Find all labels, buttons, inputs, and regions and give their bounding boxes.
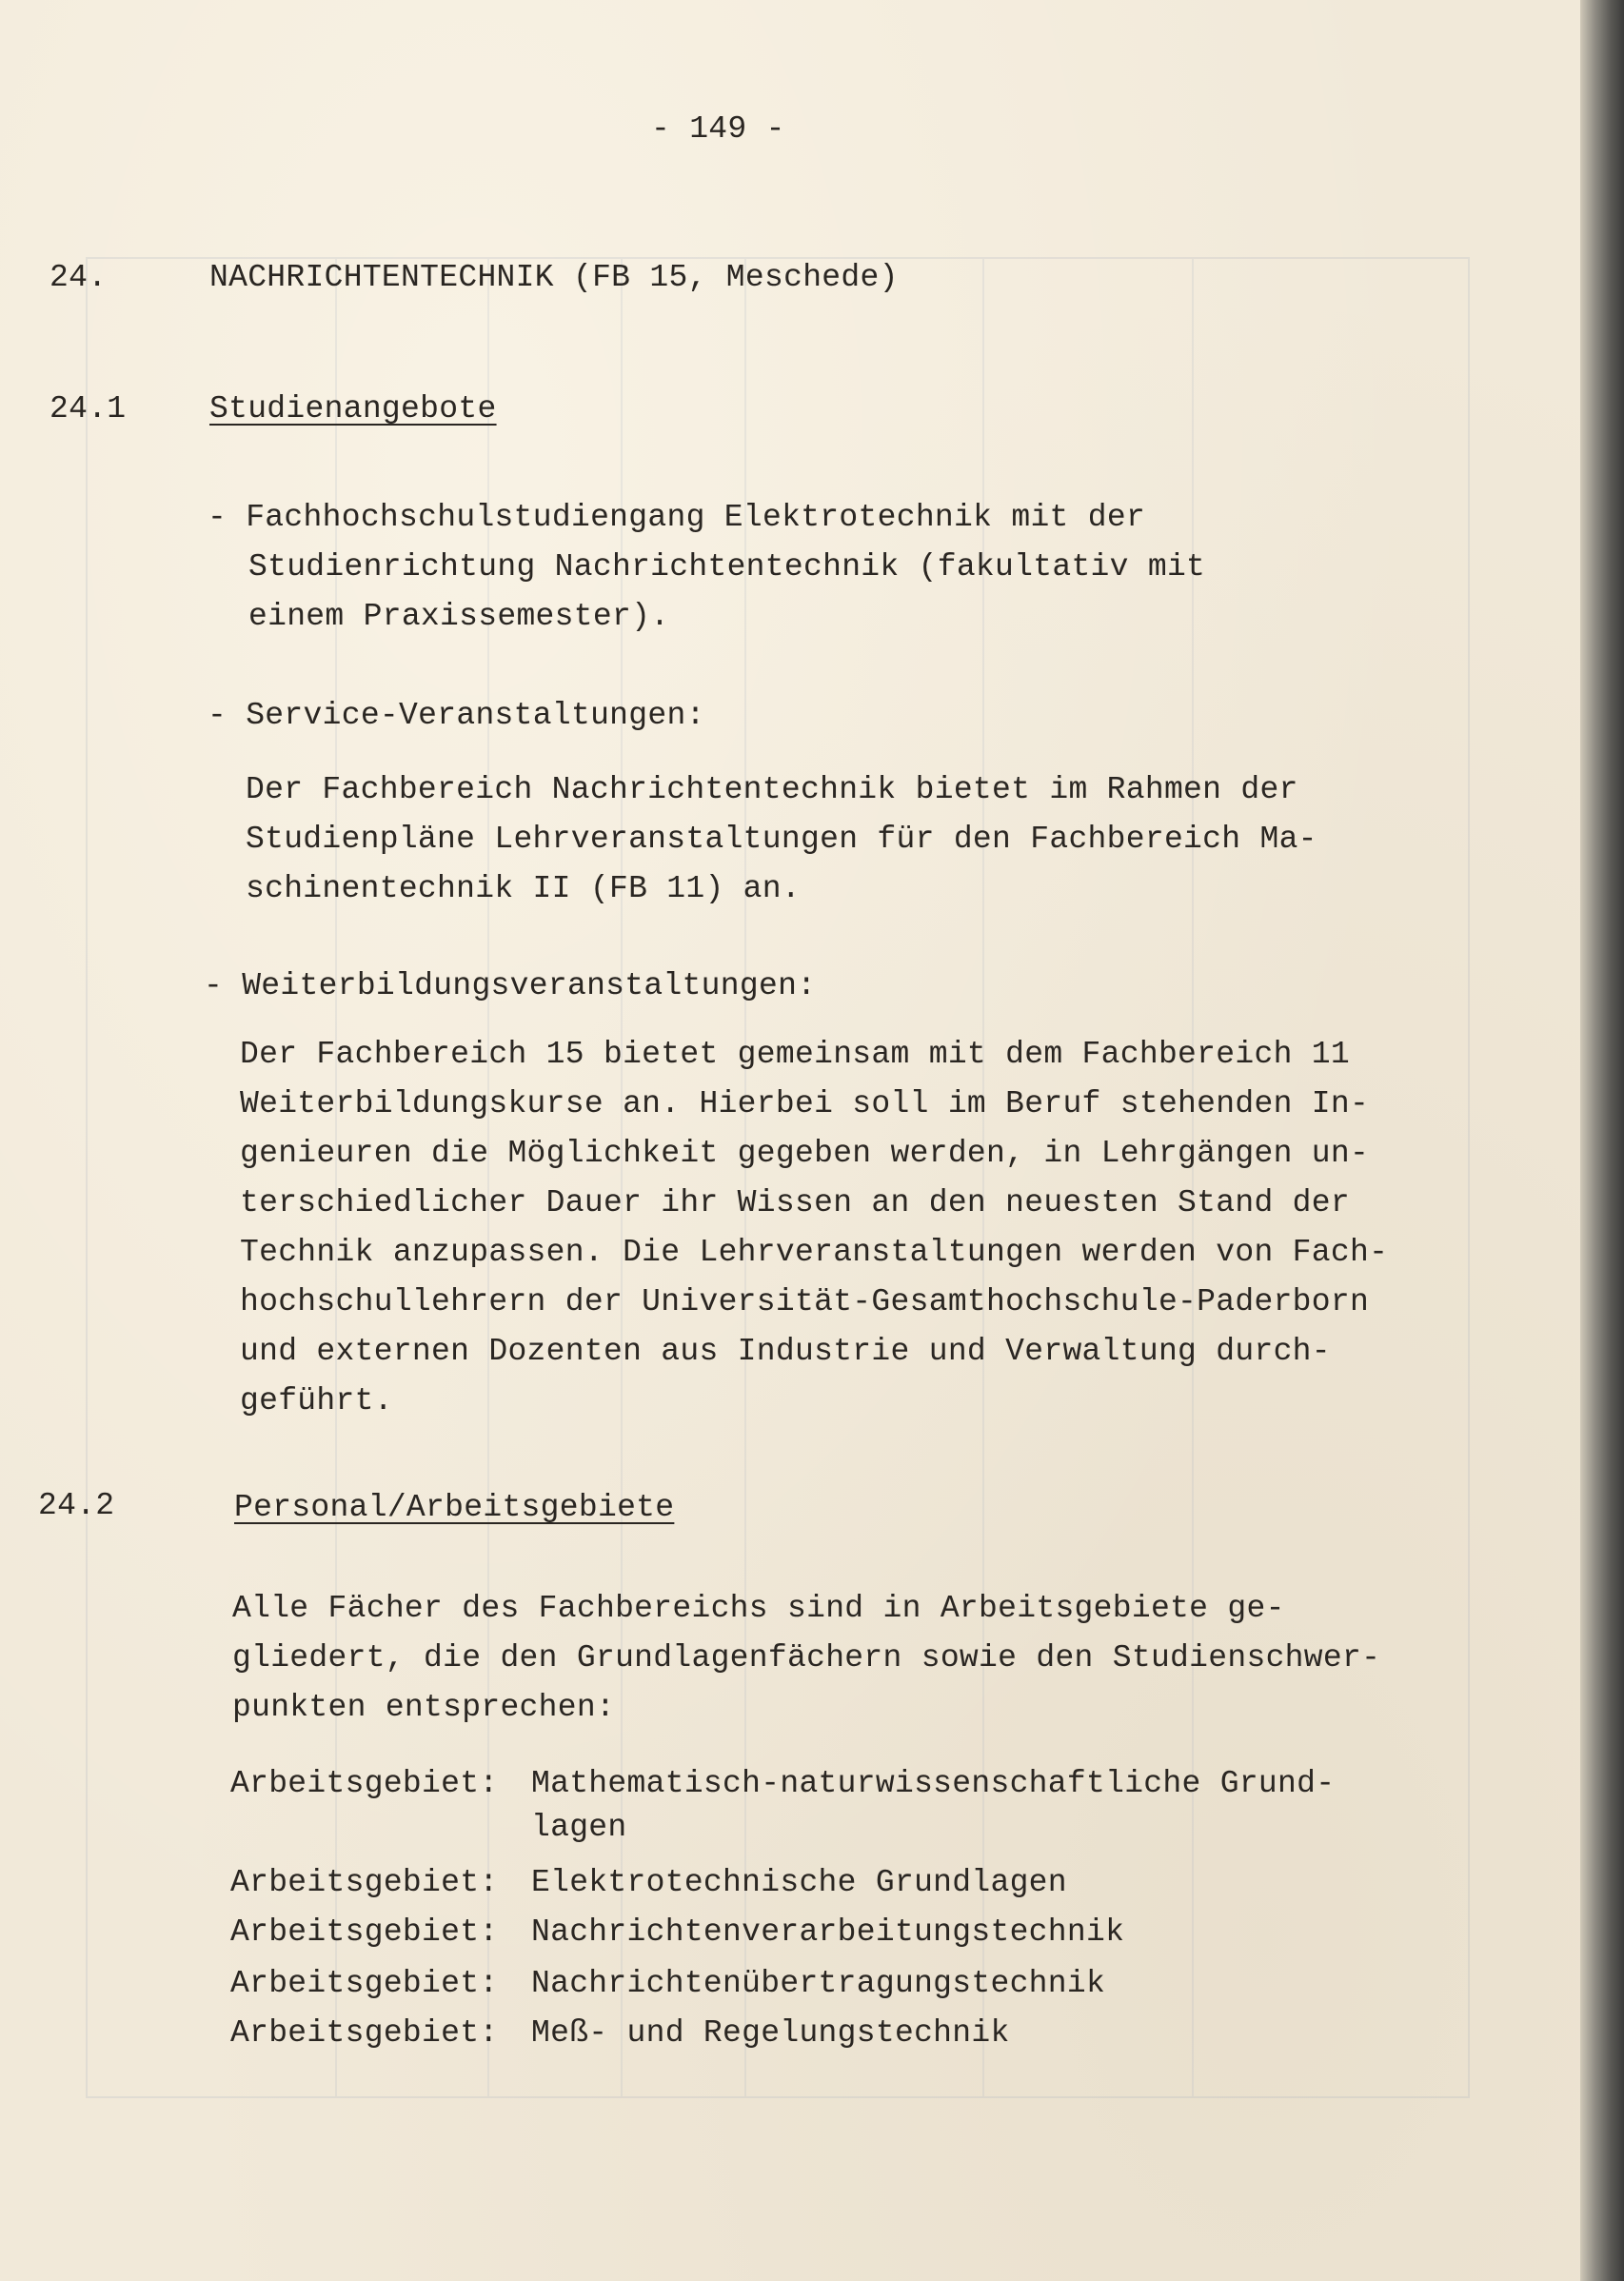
section-1-number: 24.1 (50, 391, 127, 426)
body-line: Technik anzupassen. Die Lehrveranstaltungen werden von Fach- (240, 1235, 1389, 1270)
body-line: schinentechnik II (FB 11) an. (246, 871, 801, 906)
item-studiengang-line: Studienrichtung Nachrichtentechnik (fakultativ mit (248, 549, 1206, 585)
area-value: Nachrichtenverarbeitungstechnik (531, 1914, 1125, 1950)
section-2-title: Personal/Arbeitsgebiete (234, 1490, 675, 1525)
body-line: Der Fachbereich Nachrichtentechnik bietet im Rahmen der (246, 772, 1298, 807)
section-1-title: Studienangebote (209, 391, 497, 426)
area-label: Arbeitsgebiet: (230, 1766, 499, 1801)
intro-line: punkten entsprechen: (232, 1690, 616, 1725)
area-value: Nachrichtenübertragungstechnik (531, 1966, 1106, 2001)
chapter-title: NACHRICHTENTECHNIK (FB 15, Meschede) (209, 260, 899, 295)
body-line: Der Fachbereich 15 bietet gemeinsam mit dem Fachbereich 11 (240, 1037, 1350, 1072)
area-label: Arbeitsgebiet: (230, 1914, 499, 1950)
area-value: Mathematisch-naturwissenschaftliche Grund- (531, 1766, 1336, 1801)
item-studiengang (208, 493, 1205, 642)
area-value: Meß- und Regelungstechnik (531, 2015, 1010, 2051)
area-label: Arbeitsgebiet: (230, 1865, 499, 1900)
area-label: Arbeitsgebiet: (230, 1966, 499, 2001)
body-line: genieuren die Möglichkeit gegeben werden, in Lehrgängen un- (240, 1136, 1370, 1171)
body-line: und externen Dozenten aus Industrie und Verwaltung durch- (240, 1334, 1331, 1369)
intro-line: gliedert, die den Grundlagenfächern sowie den Studienschwer- (232, 1640, 1381, 1676)
intro-line: Alle Fächer des Fachbereichs sind in Arbeitsgebiete ge- (232, 1591, 1285, 1626)
page-number: - 149 - (651, 111, 785, 147)
section-2-intro (232, 1584, 1380, 1733)
item-weiterbildung-body (240, 1030, 1388, 1426)
body-line: Studienpläne Lehrveranstaltungen für den Fachbereich Ma- (246, 822, 1317, 857)
area-label: Arbeitsgebiet: (230, 2015, 499, 2051)
item-studiengang-line: einem Praxissemester). (248, 599, 670, 634)
item-service-body (246, 765, 1317, 914)
section-2-number: 24.2 (38, 1488, 115, 1523)
body-line: Weiterbildungskurse an. Hierbei soll im Beruf stehenden In- (240, 1086, 1370, 1121)
item-service-heading: - Service-Veranstaltungen: (208, 698, 705, 733)
body-line: terschiedlicher Dauer ihr Wissen an den neuesten Stand der (240, 1185, 1350, 1220)
item-weiterbildung-heading: - Weiterbildungsveranstaltungen: (204, 968, 817, 1003)
body-line: geführt. (240, 1383, 393, 1418)
chapter-number: 24. (50, 260, 108, 295)
body-line: hochschullehrern der Universität-Gesamthochschule-Paderborn (240, 1284, 1370, 1319)
area-value: Elektrotechnische Grundlagen (531, 1865, 1067, 1900)
item-studiengang-line: - Fachhochschulstudiengang Elektrotechnik mit der (208, 500, 1146, 535)
page-edge-shadow (1580, 0, 1624, 2281)
area-value-continuation: lagen (531, 1810, 627, 1845)
